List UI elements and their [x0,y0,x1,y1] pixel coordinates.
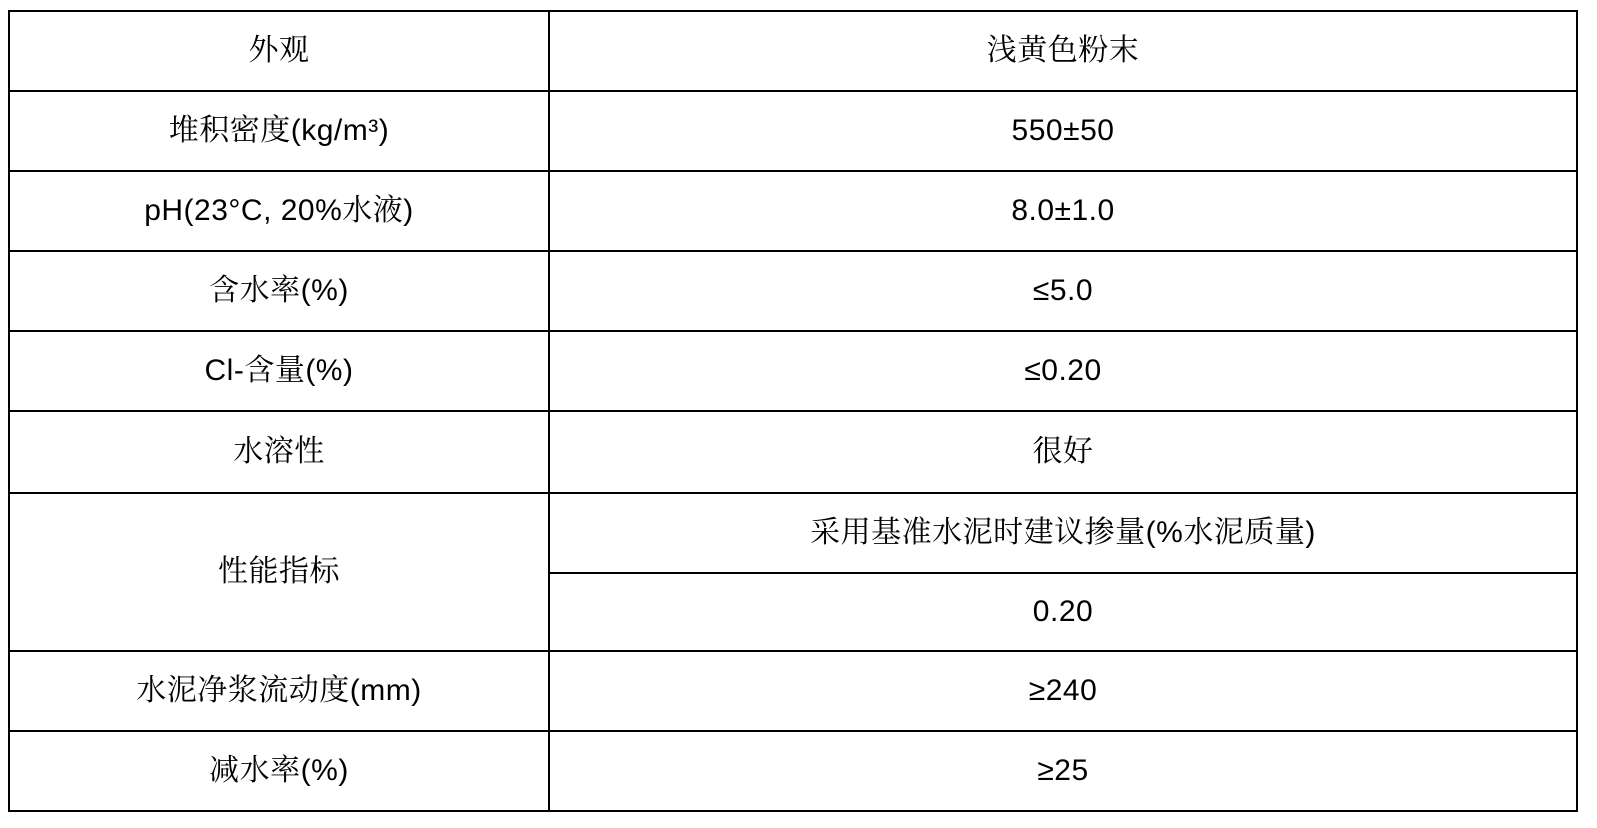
product-spec-table [8,10,1578,812]
row-value: 很好 [549,411,1577,493]
row-value: 浅黄色粉末 [549,11,1577,91]
row-value: ≤0.20 [549,331,1577,411]
row-label: 含水率(%) [9,251,549,331]
row-value: ≥240 [549,651,1577,731]
row-value-dosage: 0.20 [549,573,1577,651]
table-row [9,493,1577,573]
row-value: ≥25 [549,731,1577,811]
row-label: Cl-含量(%) [9,331,549,411]
row-value: ≤5.0 [549,251,1577,331]
row-label: 减水率(%) [9,731,549,811]
row-label: 外观 [9,11,549,91]
table-row [9,731,1577,811]
table-row [9,251,1577,331]
row-value: 550±50 [549,91,1577,171]
table-row [9,91,1577,171]
row-value-dosage-header: 采用基准水泥时建议掺量(%水泥质量) [549,493,1577,573]
table-row [9,411,1577,493]
row-label: 水溶性 [9,411,549,493]
table-row [9,171,1577,251]
table-row [9,651,1577,731]
row-label: 水泥净浆流动度(mm) [9,651,549,731]
row-label: 性能指标 [9,493,549,651]
row-label: pH(23°C, 20%水液) [9,171,549,251]
table-row [9,11,1577,91]
row-label: 堆积密度(kg/m³) [9,91,549,171]
table-row [9,331,1577,411]
row-value: 8.0±1.0 [549,171,1577,251]
